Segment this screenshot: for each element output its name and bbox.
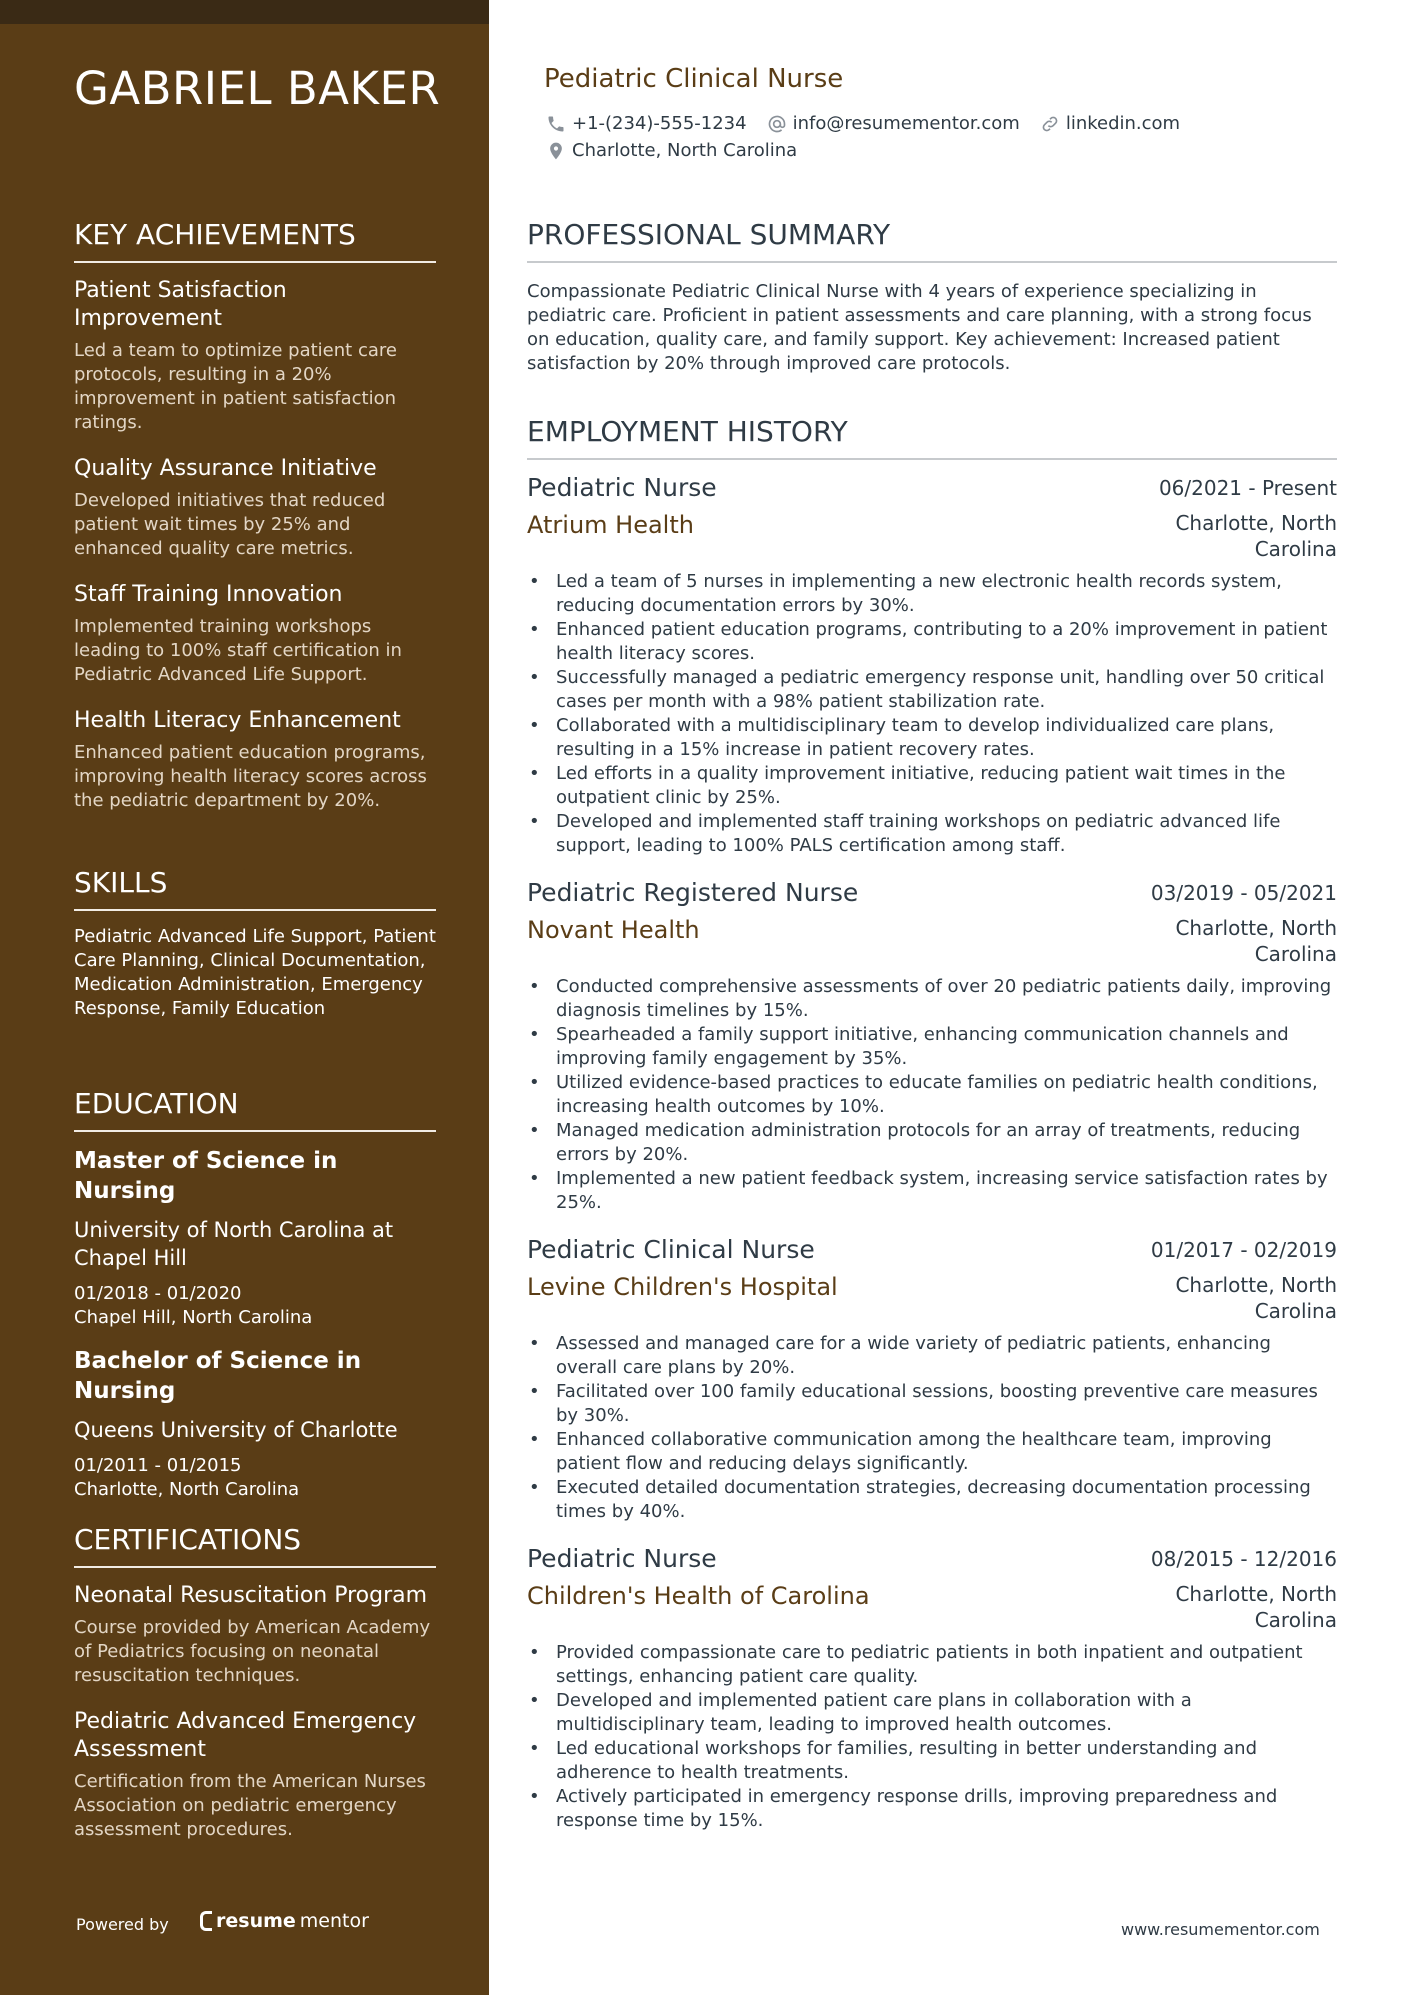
phone-contact[interactable] [546,113,747,134]
job-bullet: • Utilized evidence-based practices to educate families on pediatric health conditions, increasing health outcomes by 10%. [527,1071,1337,1119]
job-bullet: • Developed and implemented staff training workshops on pediatric advanced life support, leading to 100% PALS certification among staff. [527,810,1337,858]
link-icon [1040,114,1060,134]
certification-item [74,1582,436,1688]
education-school: University of North Carolina at Chapel Hill [74,1218,394,1270]
summary-text: Compassionate Pediatric Clinical Nurse with 4 years of experience specializing in pediatric care. Proficient in patient assessments and care planning, with a strong focus on education, quality care, and family support. Key achievement: Increased patient satisfaction by 20% through improved care protocols. [527,281,1312,374]
brand-name-light: mentor [299,1910,369,1932]
job-location: Charlotte, North Carolina [1175,511,1337,561]
achievement-title: Quality Assurance Initiative [74,456,377,481]
certification-title: Neonatal Resuscitation Program [74,1583,428,1608]
location-pin-icon [546,141,566,161]
brand-name-bold: resume [216,1910,296,1932]
employment-heading: EMPLOYMENT HISTORY [527,415,1337,460]
sidebar-top-strip [0,0,489,24]
achievements-section [74,218,436,833]
certification-item [74,1708,436,1842]
phone-text: +1-(234)-555-1234 [572,113,747,134]
achievement-desc: Led a team to optimize patient care protocols, resulting in a 20% improvement in patient satisfaction ratings. [74,340,397,433]
at-icon [767,114,787,134]
job-bullets [527,570,1337,858]
certifications-heading: CERTIFICATIONS [74,1523,436,1568]
achievement-title: Patient Satisfaction Improvement [74,278,287,331]
job-bullets [527,1641,1337,1833]
job-bullet: • Assessed and managed care for a wide variety of pediatric patients, enhancing overall care plans by 20%. [527,1332,1337,1380]
job-bullet: • Enhanced patient education programs, contributing to a 20% improvement in patient health literacy scores. [527,618,1337,666]
linkedin-text: linkedin.com [1065,113,1181,134]
certification-title: Pediatric Advanced Emergency Assessment [74,1709,417,1762]
phone-icon [546,114,566,134]
job-bullet: • Led educational workshops for families, resulting in better understanding and adherence to health treatments. [527,1737,1337,1785]
education-meta [74,1282,436,1330]
education-degree: Master of Science in Nursing [74,1148,338,1204]
education-school: Queens University of Charlotte [74,1418,398,1442]
achievement-title: Health Literacy Enhancement [74,708,401,733]
brand-logo[interactable] [200,1910,369,1932]
job-bullet: • Facilitated over 100 family educational sessions, boosting preventive care measures by 30%. [527,1380,1337,1428]
education-item [74,1346,436,1502]
education-meta [74,1454,436,1502]
brand-icon [200,1911,212,1931]
job-dates: 08/2015 - 12/2016 [1150,1547,1337,1571]
location-text: Charlotte, North Carolina [572,140,798,161]
sidebar [0,0,489,1995]
contact-row [546,113,1200,134]
job-bullet: • Developed and implemented patient care plans in collaboration with a multidisciplinary team, leading to improved health outcomes. [527,1689,1337,1737]
job-bullet: • Successfully managed a pediatric emergency response unit, handling over 50 critical cases per month with a 98% patient stabilization rate. [527,666,1337,714]
job-location: Charlotte, North Carolina [1175,916,1337,966]
job-dates: 03/2019 - 05/2021 [1150,881,1337,905]
job-entry [527,472,1337,858]
job-bullet: • Conducted comprehensive assessments of over 20 pediatric patients daily, improving diagnosis timelines by 15%. [527,975,1337,1023]
job-bullet: • Implemented a new patient feedback system, increasing service satisfaction rates by 25%. [527,1167,1337,1215]
achievement-item [74,581,436,687]
contact-row [546,140,817,161]
job-dates: 06/2021 - Present [1158,476,1337,500]
job-bullet: • Executed detailed documentation strategies, decreasing documentation processing times by 40%. [527,1476,1337,1524]
achievement-title: Staff Training Innovation [74,582,343,607]
achievement-item [74,707,436,813]
job-bullet: • Led efforts in a quality improvement initiative, reducing patient wait times in the outpatient clinic by 25%. [527,762,1337,810]
education-degree: Bachelor of Science in Nursing [74,1348,362,1404]
linkedin-contact[interactable] [1040,113,1180,134]
job-entry [527,877,1337,1215]
education-heading: EDUCATION [74,1087,436,1132]
job-role: Pediatric Clinical Nurse [527,1235,815,1264]
education-item [74,1146,436,1330]
job-dates: 01/2017 - 02/2019 [1150,1238,1337,1262]
achievement-item [74,455,436,561]
job-bullet: • Collaborated with a multidisciplinary team to develop individualized care plans, resulting in a 15% increase in patient recovery rates. [527,714,1337,762]
achievement-desc: Developed initiatives that reduced patient wait times by 25% and enhanced quality care metrics. [74,490,386,559]
skills-heading: SKILLS [74,866,436,911]
skills-list: Pediatric Advanced Life Support, Patient Care Planning, Clinical Documentation, Medication Administration, Emergency Response, Family Education [74,926,436,1019]
job-bullet: • Enhanced collaborative communication among the healthcare team, improving patient flow and reducing delays significantly. [527,1428,1337,1476]
job-company: Novant Health [527,916,700,944]
achievement-desc: Enhanced patient education programs, improving health literacy scores across the pediatric department by 20%. [74,742,427,811]
job-company: Atrium Health [527,511,694,539]
job-bullet: • Managed medication administration protocols for an array of treatments, reducing errors by 20%. [527,1119,1337,1167]
location-contact [546,140,797,161]
education-location: Charlotte, North Carolina [74,1479,300,1500]
certification-desc: Course provided by American Academy of Pediatrics focusing on neonatal resuscitation techniques. [74,1617,431,1686]
education-section [74,1087,436,1518]
job-company: Children's Health of Carolina [527,1582,870,1610]
job-bullet: • Led a team of 5 nurses in implementing a new electronic health records system, reducing documentation errors by 30%. [527,570,1337,618]
certification-desc: Certification from the American Nurses Association on pediatric emergency assessment procedures. [74,1771,426,1840]
job-bullet: • Actively participated in emergency response drills, improving preparedness and response time by 15%. [527,1785,1337,1833]
job-bullet: • Provided compassionate care to pediatric patients in both inpatient and outpatient settings, enhancing patient care quality. [527,1641,1337,1689]
job-role: Pediatric Nurse [527,473,717,502]
summary-heading: PROFESSIONAL SUMMARY [527,218,1337,263]
job-role: Pediatric Nurse [527,1544,717,1573]
powered-by-label: Powered by [76,1915,169,1934]
job-bullets [527,975,1337,1215]
candidate-name: GABRIEL BAKER [74,62,441,115]
achievement-desc: Implemented training workshops leading to 100% staff certification in Pediatric Advanced Life Support. [74,616,402,685]
job-entry [527,1543,1337,1833]
job-role: Pediatric Registered Nurse [527,878,859,907]
skills-section [74,866,436,1021]
education-dates: 01/2018 - 01/2020 [74,1283,242,1304]
education-location: Chapel Hill, North Carolina [74,1307,313,1328]
job-location: Charlotte, North Carolina [1175,1582,1337,1632]
email-text: info@resumementor.com [792,113,1020,134]
job-entry [527,1234,1337,1524]
footer-url-link[interactable]: www.resumementor.com [1121,1920,1320,1939]
certifications-section [74,1523,436,1862]
job-title: Pediatric Clinical Nurse [544,64,844,94]
achievement-item [74,277,436,435]
job-bullet: • Spearheaded a family support initiative, enhancing communication channels and improving family engagement by 35%. [527,1023,1337,1071]
education-dates: 01/2011 - 01/2015 [74,1455,242,1476]
achievements-heading: KEY ACHIEVEMENTS [74,218,436,263]
email-contact[interactable] [767,113,1020,134]
job-company: Levine Children's Hospital [527,1273,838,1301]
job-location: Charlotte, North Carolina [1175,1273,1337,1323]
job-bullets [527,1332,1337,1524]
